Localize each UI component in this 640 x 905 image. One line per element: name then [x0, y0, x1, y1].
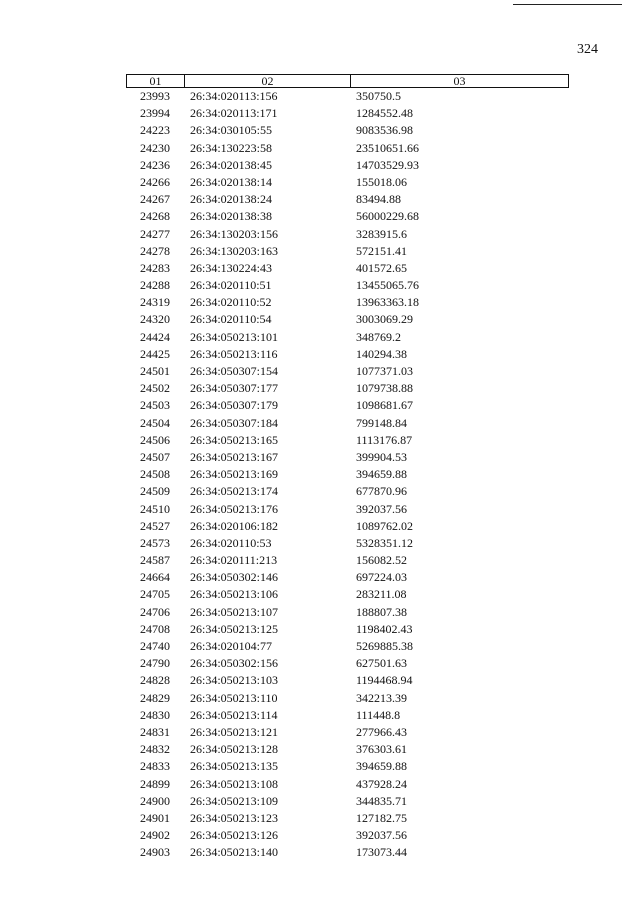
- row-number-cell: 24504: [140, 415, 170, 430]
- cadastral-number-cell: 26:34:050213:169: [190, 467, 279, 482]
- row-number-cell: 24278: [140, 243, 170, 258]
- value-cell: 392037.56: [356, 828, 407, 843]
- value-cell: 342213.39: [356, 690, 407, 705]
- row-number-cell: 24790: [140, 656, 170, 671]
- row-number-cell: 24510: [140, 501, 170, 516]
- cadastral-number-cell: 26:34:050213:107: [190, 604, 279, 619]
- row-number-cell: 24706: [140, 604, 170, 619]
- value-cell: 344835.71: [356, 793, 407, 808]
- cadastral-number-cell: 26:34:050213:165: [190, 432, 279, 447]
- row-number-cell: 24705: [140, 587, 170, 602]
- row-number-cell: 24903: [140, 845, 170, 860]
- table-row: [126, 638, 569, 655]
- value-cell: 348769.2: [356, 329, 401, 344]
- value-cell: 156082.52: [356, 553, 407, 568]
- cadastral-number-cell: 26:34:020111:213: [190, 553, 278, 568]
- cadastral-number-cell: 26:34:050213:110: [190, 690, 278, 705]
- value-cell: 394659.88: [356, 467, 407, 482]
- cadastral-number-cell: 26:34:050213:174: [190, 484, 279, 499]
- column-header-02: 02: [185, 75, 351, 87]
- value-cell: 1077371.03: [356, 364, 413, 378]
- table-row: [126, 174, 569, 191]
- value-cell: 350750.5: [356, 89, 401, 103]
- row-number-cell: 24708: [140, 621, 170, 636]
- value-cell: 5269885.38: [356, 639, 413, 653]
- table-row: [126, 88, 569, 105]
- cadastral-number-cell: 26:34:050302:146: [190, 570, 279, 585]
- cadastral-number-cell: 26:34:050213:116: [190, 346, 278, 361]
- cadastral-number-cell: 26:34:050213:140: [190, 845, 279, 860]
- value-cell: 9083536.98: [356, 123, 413, 138]
- table-row: [126, 346, 569, 363]
- row-number-cell: 24902: [140, 828, 170, 843]
- cadastral-number-cell: 26:34:050213:101: [190, 329, 279, 344]
- cadastral-number-cell: 26:34:130223:58: [190, 140, 273, 155]
- cadastral-number-cell: 26:34:020110:53: [190, 535, 272, 550]
- value-cell: 188807.38: [356, 604, 407, 619]
- cadastral-number-cell: 26:34:020138:24: [190, 192, 273, 207]
- column-header-01: 01: [127, 75, 185, 87]
- cadastral-number-cell: 26:34:050307:177: [190, 381, 279, 396]
- table-row: [126, 535, 569, 552]
- row-number-cell: 24830: [140, 707, 170, 722]
- row-number-cell: 24502: [140, 381, 170, 396]
- value-cell: 572151.41: [356, 243, 407, 258]
- table-row: [126, 191, 569, 208]
- table-row: [126, 415, 569, 432]
- value-cell: 1113176.87: [356, 432, 413, 447]
- table-row: [126, 707, 569, 724]
- cadastral-number-cell: 26:34:130203:163: [190, 243, 279, 258]
- row-number-cell: 24288: [140, 278, 170, 293]
- row-number-cell: 24831: [140, 724, 170, 739]
- cadastral-number-cell: 26:34:050302:156: [190, 656, 279, 671]
- value-cell: 140294.38: [356, 346, 407, 361]
- value-cell: 13455065.76: [356, 278, 419, 293]
- row-number-cell: 24424: [140, 329, 170, 344]
- table-row: [126, 466, 569, 483]
- row-number-cell: 24503: [140, 398, 170, 413]
- value-cell: 437928.24: [356, 776, 407, 791]
- column-header-03: 03: [453, 74, 466, 88]
- row-number-cell: 24901: [140, 810, 170, 825]
- cadastral-number-cell: 26:34:020106:182: [190, 518, 279, 533]
- cadastral-number-cell: 26:34:050213:106: [190, 587, 279, 602]
- cadastral-number-cell: 26:34:050213:103: [190, 673, 279, 688]
- cadastral-number-cell: 26:34:050213:176: [190, 501, 279, 516]
- table-row: [126, 363, 569, 380]
- row-number-cell: 23993: [140, 89, 170, 103]
- value-cell: 5328351.12: [356, 535, 413, 550]
- row-number-cell: 24587: [140, 553, 170, 568]
- row-number-cell: 24230: [140, 140, 170, 155]
- row-number-cell: 24900: [140, 793, 170, 808]
- table-row: [126, 260, 569, 277]
- cadastral-number-cell: 26:34:050213:126: [190, 828, 279, 843]
- row-number-cell: 24283: [140, 260, 170, 275]
- table-row: [126, 380, 569, 397]
- page-number: 324: [577, 42, 598, 57]
- value-cell: 23510651.66: [356, 140, 419, 155]
- table-row: [126, 569, 569, 586]
- value-cell: 1194468.94: [356, 673, 413, 688]
- row-number-cell: 24507: [140, 449, 170, 464]
- value-cell: 697224.03: [356, 570, 407, 585]
- row-number-cell: 24425: [140, 346, 170, 361]
- value-cell: 283211.08: [356, 587, 407, 602]
- cadastral-number-cell: 26:34:020138:38: [190, 209, 273, 224]
- cadastral-number-cell: 26:34:020104:77: [190, 639, 273, 653]
- table-row: [126, 758, 569, 775]
- value-cell: 392037.56: [356, 501, 407, 516]
- table-row: [126, 690, 569, 707]
- table-row: [126, 586, 569, 603]
- value-cell: 677870.96: [356, 484, 407, 499]
- cadastral-number-cell: 26:34:050307:179: [190, 398, 279, 413]
- value-cell: 1089762.02: [356, 518, 413, 533]
- value-cell: 3003069.29: [356, 312, 413, 327]
- cadastral-number-cell: 26:34:020113:156: [190, 89, 278, 103]
- cadastral-number-cell: 26:34:020138:14: [190, 174, 273, 189]
- table-row: [126, 449, 569, 466]
- cadastral-number-cell: 26:34:050213:109: [190, 793, 279, 808]
- row-number-cell: 24527: [140, 518, 170, 533]
- cadastral-number-cell: 26:34:020113:171: [190, 106, 278, 121]
- row-number-cell: 24268: [140, 209, 170, 224]
- value-cell: 1098681.67: [356, 398, 413, 413]
- table-row: [126, 793, 569, 810]
- cadastral-number-cell: 26:34:050213:108: [190, 776, 279, 791]
- table-row: [126, 655, 569, 672]
- table-row: [126, 552, 569, 569]
- cadastral-number-cell: 26:34:020110:54: [190, 312, 272, 327]
- value-cell: 1284552.48: [356, 106, 413, 121]
- value-cell: 627501.63: [356, 656, 407, 671]
- table-row: [126, 140, 569, 157]
- cadastral-number-cell: 26:34:050307:154: [190, 364, 279, 378]
- value-cell: 173073.44: [356, 845, 407, 860]
- table-row: [126, 397, 569, 414]
- cadastral-number-cell: 26:34:020138:45: [190, 157, 273, 172]
- table-row: [126, 105, 569, 122]
- row-number-cell: 24236: [140, 157, 170, 172]
- row-number-cell: 24501: [140, 364, 170, 378]
- cadastral-number-cell: 26:34:050213:123: [190, 810, 279, 825]
- row-number-cell: 24506: [140, 432, 170, 447]
- cadastral-number-cell: 26:34:050213:135: [190, 759, 279, 774]
- row-number-cell: 23994: [140, 106, 170, 121]
- value-cell: 127182.75: [356, 810, 407, 825]
- table-row: [126, 672, 569, 689]
- cadastral-number-cell: 26:34:130203:156: [190, 226, 279, 241]
- table-row: [126, 810, 569, 827]
- table-row: [126, 518, 569, 535]
- value-cell: 3283915.6: [356, 226, 407, 241]
- value-cell: 277966.43: [356, 724, 407, 739]
- table-row: [126, 208, 569, 225]
- table-row: [126, 226, 569, 243]
- cadastral-number-cell: 26:34:020110:52: [190, 295, 272, 310]
- row-number-cell: 24899: [140, 776, 170, 791]
- table-row: [126, 483, 569, 500]
- cadastral-number-cell: 26:34:030105:55: [190, 123, 273, 138]
- table-row: [126, 501, 569, 518]
- table-row: [126, 741, 569, 758]
- table-body: [126, 88, 569, 861]
- table-row: [126, 311, 569, 328]
- top-rule: [513, 4, 622, 5]
- value-cell: 394659.88: [356, 759, 407, 774]
- row-number-cell: 24509: [140, 484, 170, 499]
- value-cell: 401572.65: [356, 260, 407, 275]
- table-row: [126, 157, 569, 174]
- table-row: [126, 243, 569, 260]
- value-cell: 1198402.43: [356, 621, 413, 636]
- row-number-cell: 24829: [140, 690, 170, 705]
- cadastral-number-cell: 26:34:050213:121: [190, 724, 279, 739]
- cadastral-number-cell: 26:34:050307:184: [190, 415, 279, 430]
- value-cell: 155018.06: [356, 174, 407, 189]
- value-cell: 56000229.68: [356, 209, 419, 224]
- value-cell: 376303.61: [356, 742, 407, 757]
- table-row: [126, 432, 569, 449]
- value-cell: 799148.84: [356, 415, 407, 430]
- row-number-cell: 24664: [140, 570, 170, 585]
- row-number-cell: 24832: [140, 742, 170, 757]
- cadastral-number-cell: 26:34:050213:114: [190, 707, 278, 722]
- table-row: [126, 294, 569, 311]
- cadastral-number-cell: 26:34:130224:43: [190, 260, 273, 275]
- table-row: [126, 776, 569, 793]
- value-cell: 83494.88: [356, 192, 401, 207]
- table-row: [126, 122, 569, 139]
- table-row: [126, 724, 569, 741]
- row-number-cell: 24833: [140, 759, 170, 774]
- row-number-cell: 24828: [140, 673, 170, 688]
- table-row: [126, 621, 569, 638]
- row-number-cell: 24319: [140, 295, 170, 310]
- value-cell: 111448.8: [356, 707, 401, 722]
- row-number-cell: 24508: [140, 467, 170, 482]
- row-number-cell: 24573: [140, 535, 170, 550]
- row-number-cell: 24740: [140, 639, 170, 653]
- row-number-cell: 24223: [140, 123, 170, 138]
- table-row: [126, 844, 569, 861]
- table-row: [126, 329, 569, 346]
- value-cell: 399904.53: [356, 449, 407, 464]
- cadastral-number-cell: 26:34:050213:125: [190, 621, 279, 636]
- value-cell: 14703529.93: [356, 157, 419, 172]
- table-row: [126, 604, 569, 621]
- cadastral-number-cell: 26:34:020110:51: [190, 278, 272, 293]
- cadastral-number-cell: 26:34:050213:167: [190, 449, 279, 464]
- value-cell: 13963363.18: [356, 295, 419, 310]
- table-row: [126, 827, 569, 844]
- row-number-cell: 24266: [140, 174, 170, 189]
- table-header: [126, 74, 569, 88]
- data-table: [126, 74, 569, 861]
- table-row: [126, 277, 569, 294]
- value-cell: 1079738.88: [356, 381, 413, 396]
- row-number-cell: 24267: [140, 192, 170, 207]
- row-number-cell: 24277: [140, 226, 170, 241]
- cadastral-number-cell: 26:34:050213:128: [190, 742, 279, 757]
- row-number-cell: 24320: [140, 312, 170, 327]
